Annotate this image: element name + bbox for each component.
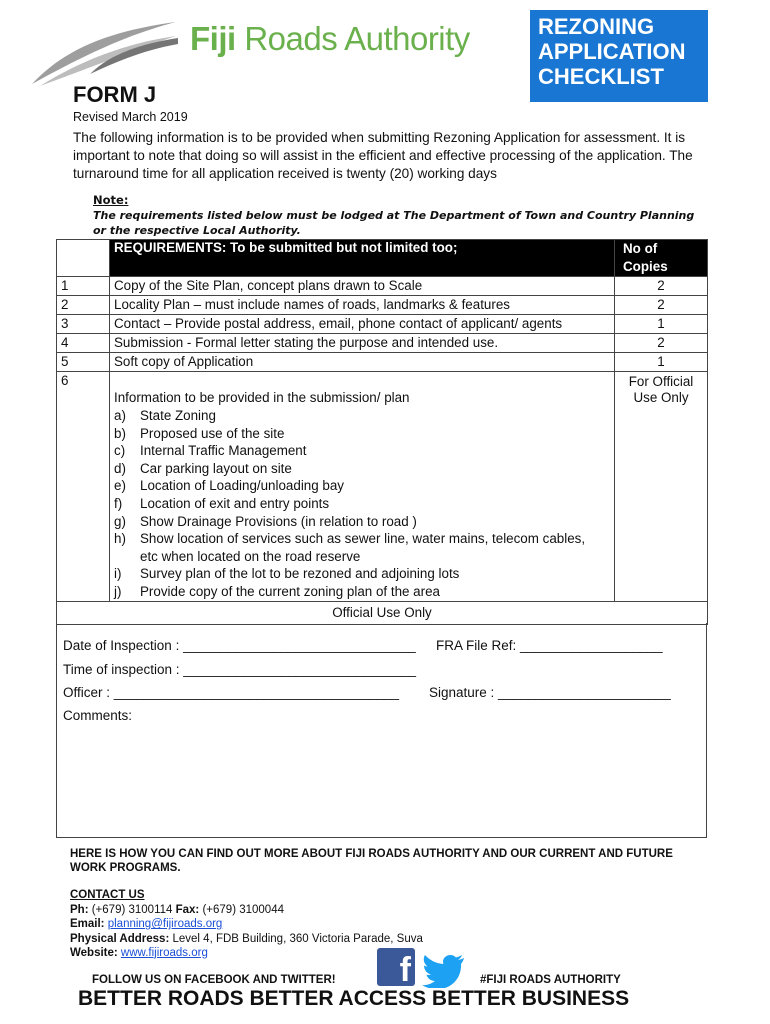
list-item: j) Provide copy of the current zoning plan of the area [114, 583, 440, 599]
facebook-icon[interactable]: f [377, 948, 415, 986]
official-use-row: Official Use Only [57, 601, 708, 624]
list-item: etc when located on the road reserve [140, 548, 361, 564]
title-line: CHECKLIST [538, 64, 664, 89]
list-item: i) Survey plan of the lot to be rezoned and adjoining lots [114, 566, 460, 582]
list-item: f) Location of exit and entry points [114, 495, 330, 511]
table-header-copies: No of Copies [615, 240, 708, 277]
intro-paragraph: The following information is to be provided when submitting Rezoning Application for assessment. It is important to note that doing so will assist in the efficient and effective processing of the application. The turnaround time for all application received is twenty (20) working days [73, 130, 693, 181]
table-row: 5 Soft copy of Application 1 [57, 353, 708, 372]
follow-us-text: FOLLOW US ON FACEBOOK AND TWITTER! [92, 974, 336, 986]
time-of-inspection-field[interactable]: Time of inspection : _______________________________ [63, 662, 417, 677]
title-line: REZONING [538, 14, 655, 39]
requirements-table [56, 239, 708, 625]
list-item: g) Show Drainage Provisions (in relation to road ) [114, 513, 417, 529]
table-row: 4 Submission - Formal letter stating the purpose and intended use. 2 [57, 334, 708, 353]
submission-info-list [114, 407, 610, 601]
submission-info-intro: Information to be provided in the submission/ plan [114, 390, 410, 405]
table-header-requirements: REQUIREMENTS: To be submitted but not limited too; [110, 240, 615, 277]
list-item: h) Show location of services such as sewer line, water mains, telecom cables, [114, 531, 586, 547]
title-line: APPLICATION [538, 39, 686, 64]
note-text: The requirements listed below must be lodged at The Department of Town and Country Planning or the respective Local Authority. [93, 209, 695, 237]
fra-logo-swoosh [30, 14, 180, 88]
hashtag-text: #FIJI ROADS AUTHORITY [480, 974, 621, 986]
brand-name: Fiji Roads Authority [190, 20, 470, 57]
contact-heading: CONTACT US [70, 889, 145, 901]
table-row: 1 Copy of the Site Plan, concept plans drawn to Scale 2 [57, 277, 708, 296]
document-title-box [530, 10, 708, 102]
table-row: 3 Contact – Provide postal address, email, phone contact of applicant/ agents 1 [57, 315, 708, 334]
slogan: BETTER ROADS BETTER ACCESS BETTER BUSINESS [78, 987, 630, 1010]
comments-label: Comments: [63, 708, 133, 723]
official-use-form [56, 623, 707, 838]
officer-field[interactable]: Officer : ______________________________________ [63, 685, 400, 700]
list-item: c) Internal Traffic Management [114, 443, 307, 459]
note-label: Note: [93, 193, 129, 207]
signature-field[interactable]: Signature : _______________________ [429, 685, 671, 700]
table-row-submission-info: 6 Information to be provided in the submission/ plan a) State Zoning b) Proposed use of the site c) Internal Traffic Management d) Car parking layout on site e) Location of Loading/unloading bay f) Location of exit and entry points g) Show Drainage Provisions (in relation to road ) h) Show location of services such as sewer line, water mains, telecom cables, etc when located on the road reserve i) Survey plan of the lot to be rezoned and adjoining lots j) Provide copy of the current zoning plan of the area For Official Use Only [57, 372, 708, 602]
date-of-inspection-field[interactable]: Date of Inspection : _______________________________ [63, 638, 416, 653]
twitter-icon[interactable] [422, 954, 466, 988]
table-row: 2 Locality Plan – must include names of roads, landmarks & features 2 [57, 296, 708, 315]
list-item: a) State Zoning [114, 408, 216, 423]
list-item: d) Car parking layout on site [114, 460, 292, 476]
contact-details: Ph: (+679) 3100114 Fax: (+679) 3100044 Email: planning@fijiroads.org Physical Address: Level 4, FDB Building, 360 Victoria Parade, Suva Website: www.fijiroads.org [70, 904, 423, 959]
form-label: FORM J [73, 82, 157, 107]
revision-date: Revised March 2019 [73, 110, 188, 124]
email-link[interactable]: planning@fijiroads.org [107, 918, 223, 931]
website-link[interactable]: www.fijiroads.org [120, 946, 208, 959]
table-header-number [57, 240, 110, 277]
fra-file-ref-field[interactable]: FRA File Ref: ___________________ [436, 638, 663, 653]
list-item: e) Location of Loading/unloading bay [114, 478, 345, 494]
find-out-more-text: HERE IS HOW YOU CAN FIND OUT MORE ABOUT FIJI ROADS AUTHORITY AND OUR CURRENT AND FUTURE WORK PROGRAMS. [70, 848, 673, 874]
list-item: b) Proposed use of the site [114, 425, 285, 441]
